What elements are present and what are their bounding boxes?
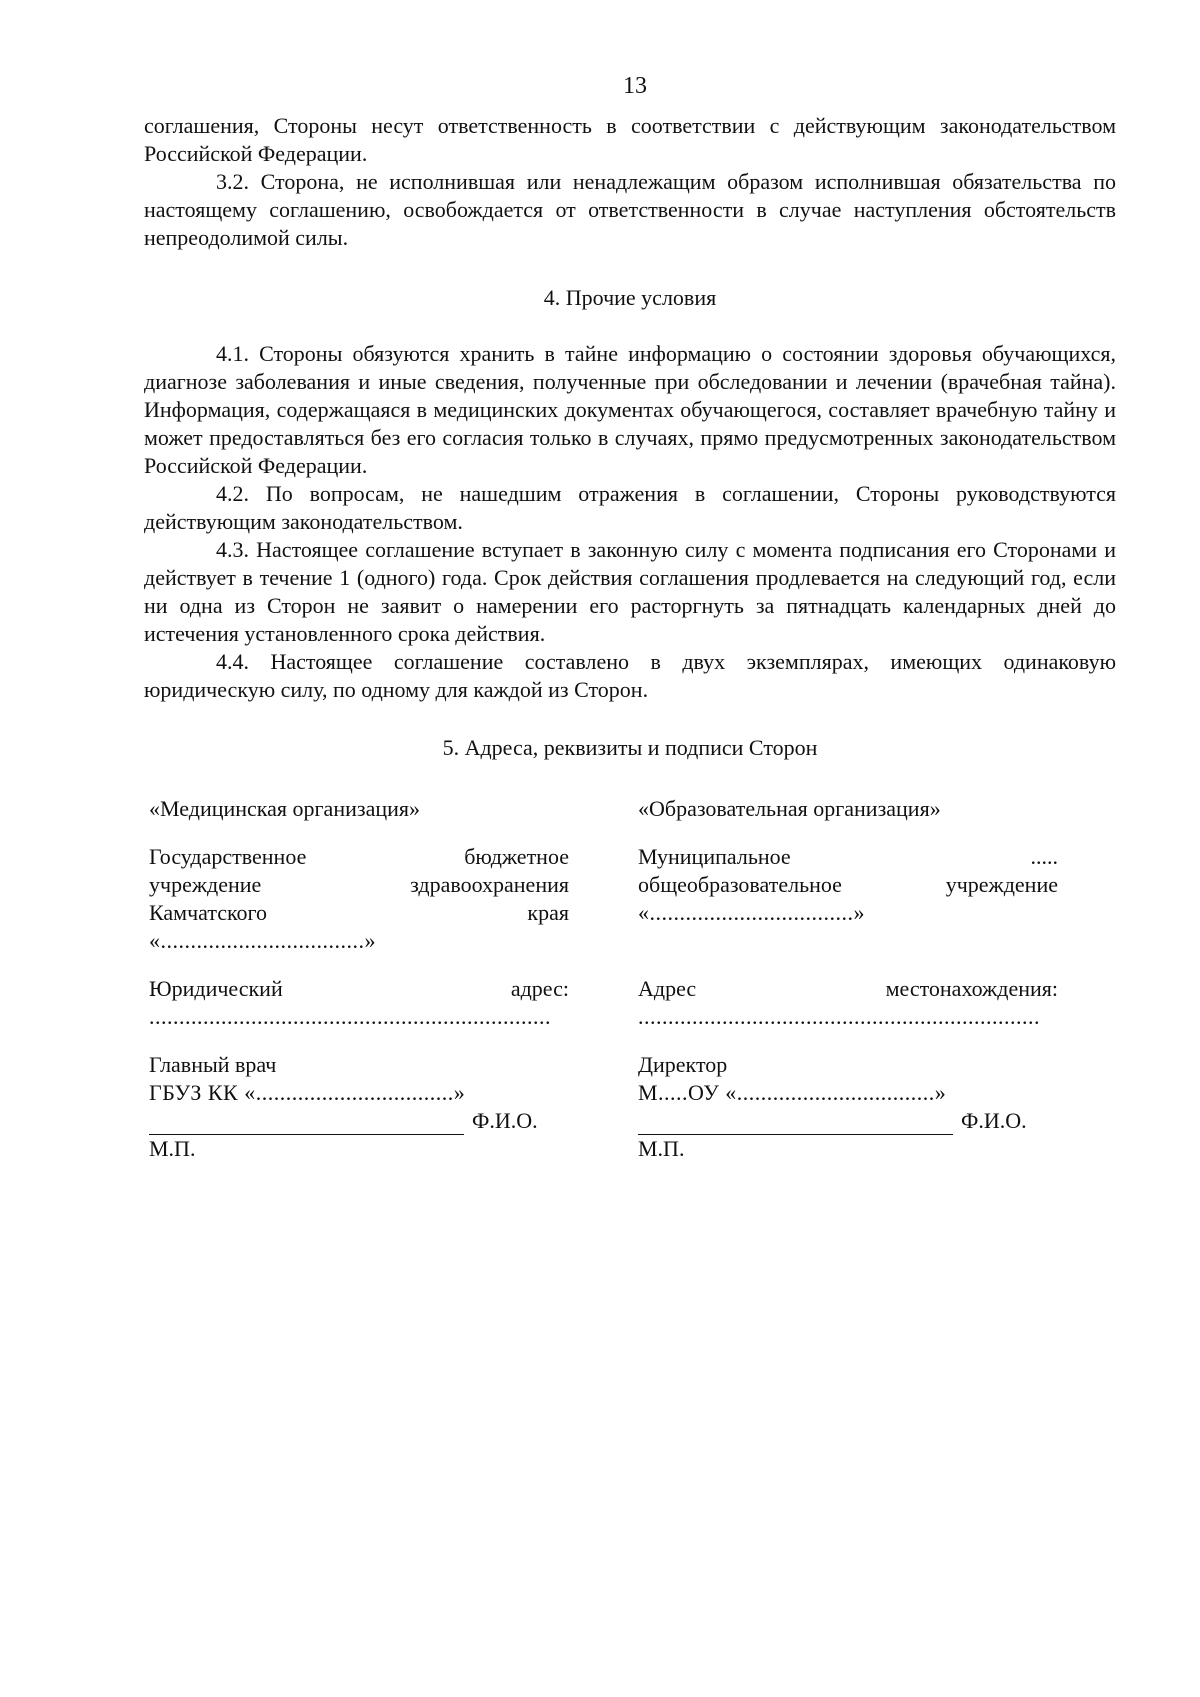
- edu-org-name-placeholder: «..................................»: [638, 900, 865, 925]
- edu-org-line-1: Муниципальное .....: [638, 844, 1058, 869]
- section-4-heading: 4. Прочие условия: [543, 285, 717, 310]
- director-label: Директор: [638, 1052, 728, 1077]
- medical-org-line-2: учреждение здравоохранения: [149, 872, 569, 897]
- signature-line: [149, 1108, 464, 1135]
- director-signature-row: [638, 1107, 1058, 1135]
- fio-label: Ф.И.О.: [961, 1108, 1027, 1133]
- medical-organization-block: [149, 795, 569, 1163]
- chief-doctor-signature-row: [149, 1107, 569, 1135]
- clause-4-3: 4.3. Настоящее соглашение вступает в законную силу с момента подписания его Сторонами и действует в течение 1 (одного) года. Срок действия соглашения продлевается на следующий год, если ни одна из Сторон не заявит о намерении его расторгнуть за пятнадцать календарных дней до истечения установленного срока действия.: [144, 537, 1116, 646]
- edu-org-line-2: общеобразовательное учреждение: [638, 872, 1058, 897]
- location-address-placeholder: ...................................................................: [638, 1004, 1040, 1029]
- medical-org-title: «Медицинская организация»: [149, 796, 420, 821]
- clause-4-1: 4.1. Стороны обязуются хранить в тайне информацию о состоянии здоровья обучающихся, диагнозе заболевания и иные сведения, полученные при обследовании и лечении (врачебная тайна). Информация, содержащаяся в медицинских документах обучающегося, составляет врачебную тайну и может предоставляться без его согласия только в случаях, прямо предусмотренных законодательством Российской Федерации.: [144, 341, 1116, 478]
- educational-organization-block: [638, 795, 1058, 1163]
- fio-label: Ф.И.О.: [472, 1108, 538, 1133]
- section-4-text: [144, 340, 1116, 704]
- location-address-label: Адрес местонахождения:: [638, 976, 1058, 1001]
- chief-doctor-label: Главный врач: [149, 1052, 277, 1077]
- legal-address-placeholder: ...................................................................: [149, 1004, 551, 1029]
- director-org: М.....ОУ «.................................»: [638, 1080, 947, 1105]
- page-number: 13: [623, 73, 647, 99]
- section-3-continuation: соглашения, Стороны несут ответственность в соответствии с действующим законодательством Российской Федерации.: [144, 113, 1116, 166]
- signature-line: [638, 1108, 953, 1135]
- medical-org-name-placeholder: «..................................»: [149, 928, 376, 953]
- stamp-label: М.П.: [149, 1136, 196, 1161]
- clause-4-4: 4.4. Настоящее соглашение составлено в двух экземплярах, имеющих одинаковую юридическую силу, по одному для каждой из Сторон.: [144, 649, 1116, 702]
- clause-4-2: 4.2. По вопросам, не нашедшим отражения в соглашении, Стороны руководствуются действующим законодательством.: [144, 481, 1116, 534]
- edu-org-title: «Образовательная организация»: [638, 796, 941, 821]
- stamp-label: М.П.: [638, 1136, 685, 1161]
- medical-org-line-1: Государственное бюджетное: [149, 844, 569, 869]
- section-5-heading: 5. Адреса, реквизиты и подписи Сторон: [442, 735, 818, 760]
- chief-doctor-org: ГБУЗ КК «.................................»: [149, 1080, 466, 1105]
- medical-org-line-3: Камчатского края: [149, 900, 569, 925]
- clause-3-2: 3.2. Сторона, не исполнившая или ненадлежащим образом исполнившая обязательства по настоящему соглашению, освобождается от ответственности в случае наступления обстоятельств непреодолимой силы.: [144, 169, 1116, 250]
- legal-address-label: Юридический адрес:: [149, 976, 569, 1001]
- section-3-text: [144, 112, 1116, 252]
